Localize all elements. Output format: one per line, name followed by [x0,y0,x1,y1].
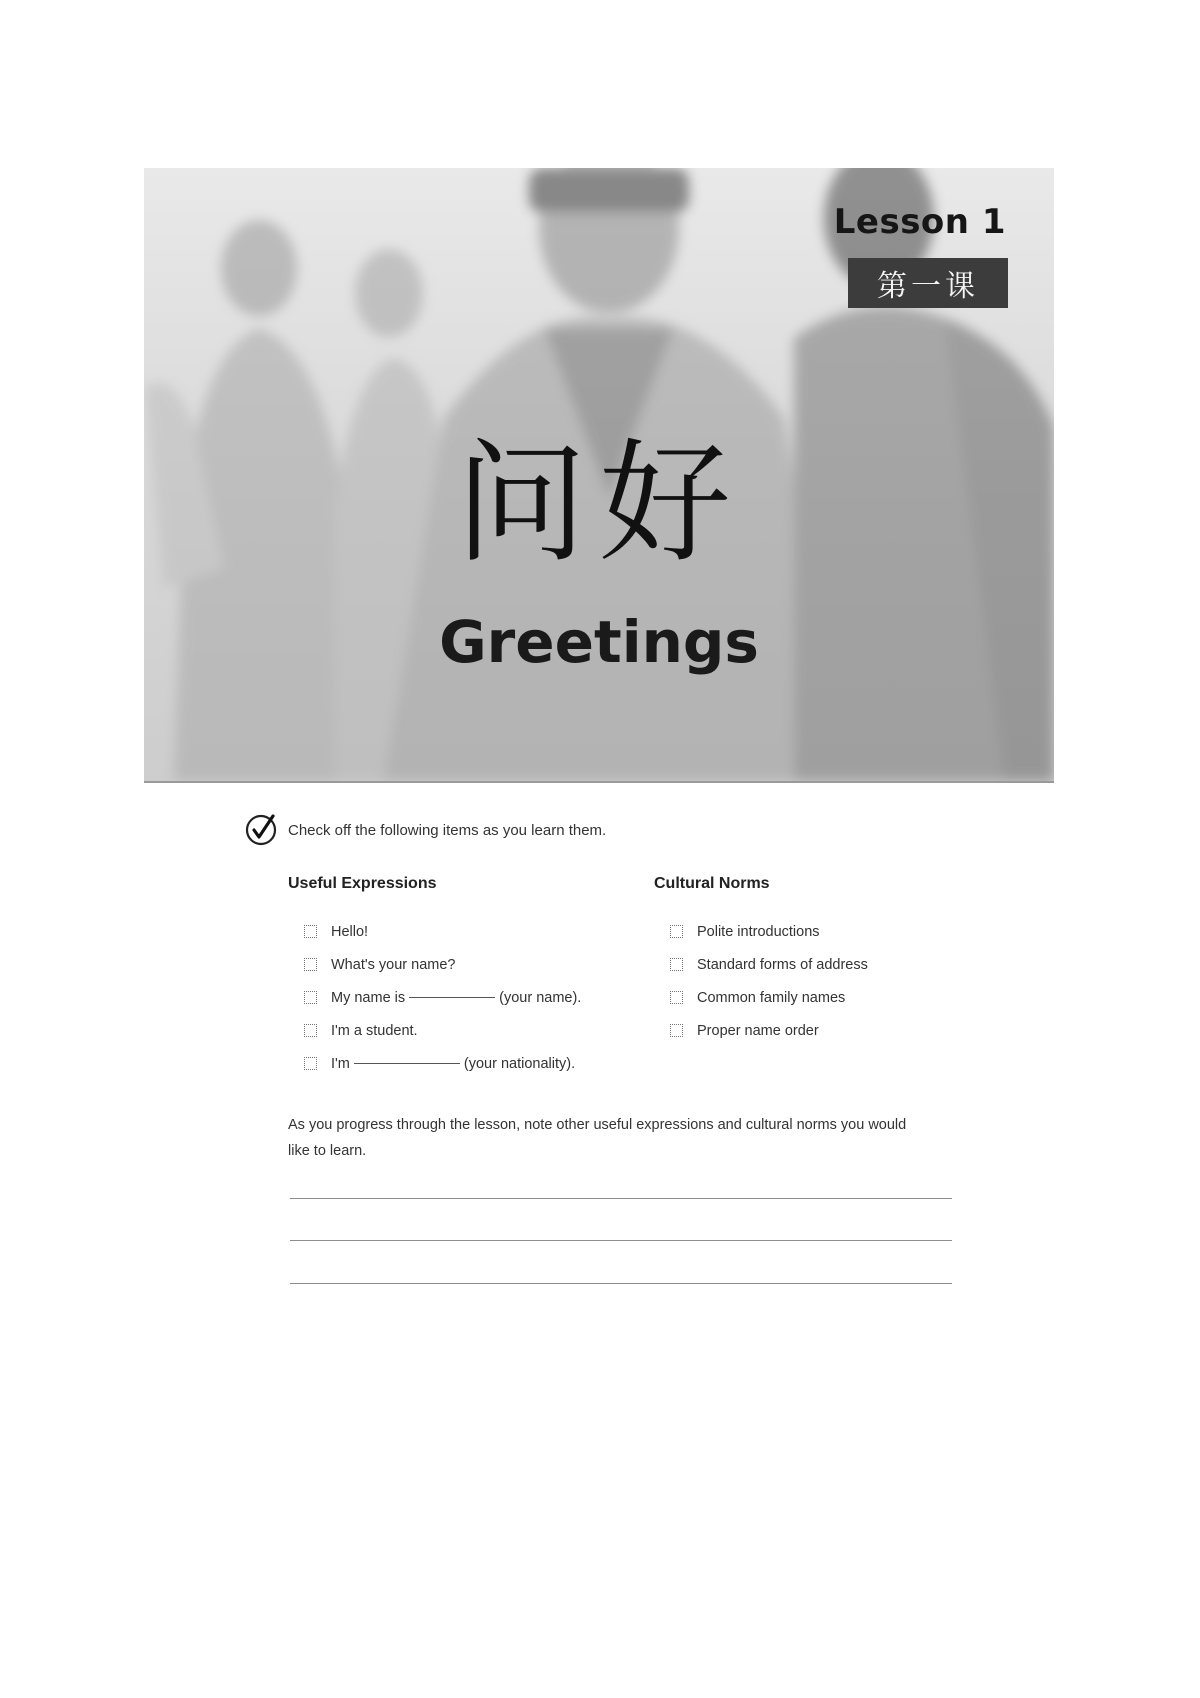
cultural-norms-heading: Cultural Norms [654,875,770,892]
writing-line[interactable] [290,1283,952,1284]
checkbox[interactable] [304,991,317,1004]
lesson-title-english: Greetings [439,608,759,676]
checkbox[interactable] [670,925,683,938]
checkbox[interactable] [304,1057,317,1070]
checklist-item-label: What's your name? [331,956,456,973]
checklist-item [670,1014,868,1047]
checklist-item [304,1047,581,1080]
lesson-title-chinese: 问好 [455,427,743,581]
checkbox[interactable] [304,925,317,938]
fill-in-blank[interactable] [354,1063,460,1064]
fill-in-blank[interactable] [409,997,495,998]
checklist-item [670,948,868,981]
checkbox[interactable] [670,958,683,971]
checklist-instruction [244,813,606,847]
checkbox[interactable] [304,1024,317,1037]
instruction-text: Check off the following items as you learn them. [288,821,607,839]
checklist-item [304,1014,581,1047]
checkbox[interactable] [670,1024,683,1037]
writing-line[interactable] [290,1240,952,1241]
checklist-item-label-end: (your name). [499,989,582,1006]
checklist-item [304,948,581,981]
lesson-number-chinese: 第一课 [848,258,1008,308]
progress-note: As you progress through the lesson, note other useful expressions and cultural norms you would like to learn. [288,1117,907,1159]
checklist-item-label: Proper name order [697,1022,819,1039]
checklist-item [304,915,581,948]
checkbox[interactable] [304,958,317,971]
checklist-item-label: Standard forms of address [697,956,868,973]
lesson-banner [144,168,1054,783]
useful-expressions-heading: Useful Expressions [288,875,437,892]
checklist-item [670,981,868,1014]
checklist-item-label-start: My name is [331,989,406,1006]
cultural-norms-section [654,875,868,1047]
checklist-item-label: Hello! [331,923,369,940]
writing-line[interactable] [290,1198,952,1199]
checkbox[interactable] [670,991,683,1004]
checklist-item-label-start: I'm [331,1055,350,1072]
checklist-item-label: Polite introductions [697,923,820,940]
checklist-item-label: Common family names [697,989,846,1006]
checklist-item [670,915,868,948]
lesson-number: Lesson 1 [833,202,1006,242]
useful-expressions-section [288,875,581,1080]
checklist-item-label: I'm a student. [331,1022,418,1039]
checklist-item [304,981,581,1014]
checklist-item-label-end: (your nationality). [463,1055,576,1072]
checkmark-circle-icon [244,813,278,847]
